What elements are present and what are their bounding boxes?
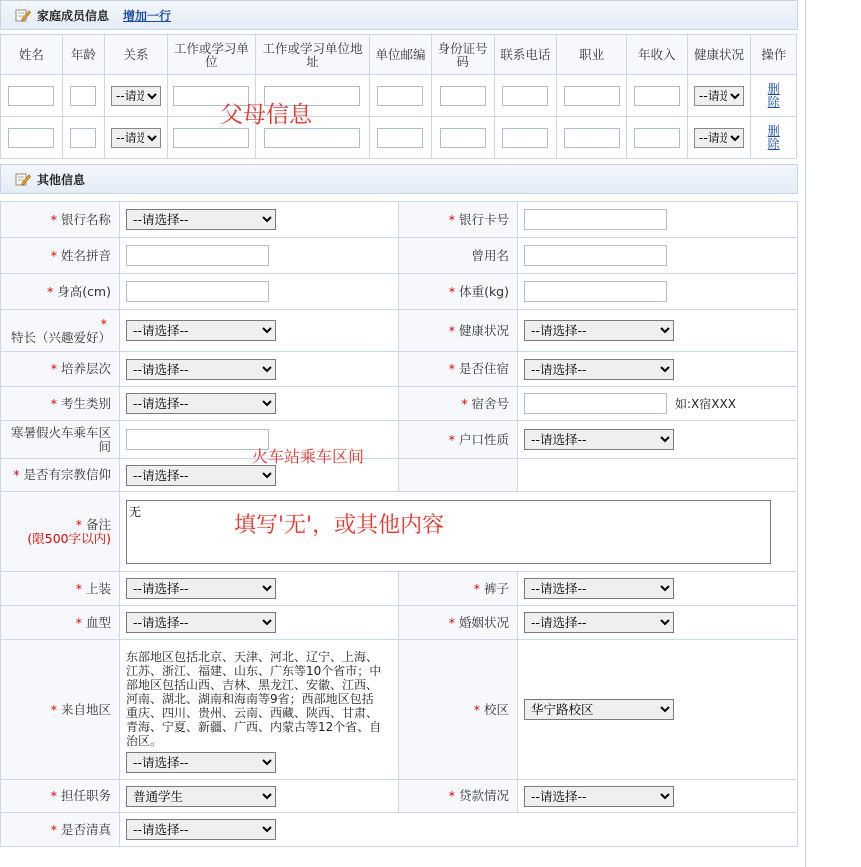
position-label: 担任职务 [60,788,111,803]
member-relation-select[interactable] [111,86,161,106]
specialty-select[interactable] [126,320,276,341]
student-type-select[interactable] [126,393,276,414]
boarding-label: 是否住宿 [458,361,509,376]
bank-card-input[interactable] [524,209,667,230]
table-row [1,117,797,159]
family-section-title: 家庭成员信息 [37,8,110,23]
col-header-relation: 关系 [105,35,168,75]
member-id-input[interactable] [440,86,486,106]
health-select[interactable] [524,320,674,341]
remarks-limit-label: (限500字以内) [27,530,111,546]
marital-select[interactable] [524,612,674,633]
origin-region-label: 来自地区 [60,701,111,717]
col-header-health: 健康状况 [687,35,751,75]
member-health-select[interactable] [694,128,744,148]
form-row: * 担任职务 普通学生 * 贷款情况 --请选择-- [1,780,798,813]
former-name-input[interactable] [524,245,667,266]
form-row: * 是否有宗教信仰 --请选择-- [1,459,798,492]
member-occupation-input[interactable] [564,128,620,148]
student-type-label: 考生类别 [60,395,111,411]
form-row: * 血型 --请选择-- * 婚姻状况 --请选择-- [1,606,798,640]
form-row: * 培养层次 --请选择-- * 是否住宿 --请选择-- [1,352,798,387]
origin-region-select[interactable] [126,752,276,773]
height-label: 身高(cm) [57,283,111,299]
position-select[interactable] [126,786,276,807]
member-postcode-input[interactable] [377,86,423,106]
form-row: * 考生类别 --请选择-- * 宿舍号 如:X宿XXX [1,387,798,421]
train-section-input[interactable] [126,429,269,450]
col-header-work-address: 工作或学习单位地址 [255,35,369,75]
member-occupation-input[interactable] [564,86,620,106]
weight-label: 体重(kg) [459,283,509,299]
halal-label: 是否清真 [60,821,111,837]
edit-note-icon [15,8,31,22]
campus-label: 校区 [483,701,509,717]
training-level-select[interactable] [126,359,276,380]
dorm-no-input[interactable] [524,393,667,414]
delete-row-link[interactable]: 删除 [767,81,780,109]
member-phone-input[interactable] [502,128,548,148]
col-header-actions: 操作 [751,35,797,75]
bank-name-label: 银行名称 [60,211,111,227]
member-postcode-input[interactable] [377,128,423,148]
training-level-label: 培养层次 [60,361,111,376]
col-header-occupation: 职业 [557,35,627,75]
member-age-input[interactable] [70,86,96,106]
remarks-label: 备注 [85,516,111,532]
train-section-label: 寒暑假火车乘车区间 [10,424,111,454]
religion-select[interactable] [126,465,276,486]
bank-name-select[interactable] [126,209,276,230]
form-row: * 银行名称 --请选择-- * 银行卡号 [1,202,798,238]
col-header-phone: 联系电话 [494,35,557,75]
form-row: * 身高(cm) * 体重(kg) [1,274,798,310]
family-section-header [0,0,798,30]
col-header-name: 姓名 [1,35,63,75]
member-name-input[interactable] [8,86,54,106]
col-header-work-unit: 工作或学习单位 [167,35,255,75]
dorm-no-label: 宿舍号 [471,395,509,411]
window-edge-divider [805,0,806,867]
form-row: * 备注 (限500字以内) 无 [1,492,798,572]
campus-select[interactable] [524,699,674,720]
marital-label: 婚姻状况 [458,614,509,630]
member-relation-select[interactable] [111,128,161,148]
religion-label: 是否有宗教信仰 [23,467,111,482]
parents-info-annotation: 父母信息 [220,102,312,128]
blood-type-select[interactable] [126,612,276,633]
table-row [1,75,797,117]
member-age-input[interactable] [70,128,96,148]
blood-type-label: 血型 [85,614,111,630]
halal-select[interactable] [126,819,276,840]
col-header-income: 年收入 [627,35,688,75]
origin-region-description: 东部地区包括北京、天津、河北、辽宁、上海、江苏、浙江、福建、山东、广东等10个省市；中部地区包括山西、吉林、黑龙江、安徽、江西、河南、湖北、湖南和海南等9省；西部地区包括重庆、四川、贵州、云南、西藏、陕西、甘肃、青海、宁夏、新疆、广西、内蒙古等12个省、自治区。 [126,650,382,748]
form-row: * 是否清真 --请选择-- [1,813,798,847]
delete-row-link[interactable]: 删除 [767,123,780,151]
member-phone-input[interactable] [502,86,548,106]
height-input[interactable] [126,281,269,302]
name-pinyin-input[interactable] [126,245,269,266]
form-row: * 姓名拼音 曾用名 [1,238,798,274]
family-table-header-row [1,35,797,75]
member-income-input[interactable] [634,86,680,106]
hukou-type-select[interactable] [524,429,674,450]
loan-select[interactable] [524,786,674,807]
remarks-textarea[interactable] [126,500,771,564]
pants-size-select[interactable] [524,578,674,599]
top-size-label: 上装 [85,580,111,596]
member-name-input[interactable] [8,128,54,148]
loan-label: 贷款情况 [458,788,509,803]
name-pinyin-label: 姓名拼音 [60,247,111,263]
member-work-unit-input[interactable] [173,128,249,148]
health-label: 健康状况 [458,322,509,338]
train-station-annotation: 火车站乘车区间 [252,447,365,466]
form-row: * 来自地区 东部地区包括北京、天津、河北、辽宁、上海、江苏、浙江、福建、山东、广东等10个省市；中部地区包括山西、吉林、黑龙江、安徽、江西、河南、湖北、湖南和海南等9省；西部地区包括重庆、四川、贵州、云南、西藏、陕西、甘肃、青海、宁夏、新疆、广西、内蒙古等12个省、自治区。 --请选择-- * 校区 华宁路校区 [1,640,798,780]
add-row-link[interactable]: 增加一行 [123,8,172,23]
former-name-label: 曾用名 [471,247,509,263]
form-row: 寒暑假火车乘车区间 * 户口性质 --请选择-- [1,421,798,459]
member-work-address-input[interactable] [264,128,360,148]
dorm-no-hint: 如:X宿XXX [675,396,736,411]
pants-size-label: 裤子 [483,580,509,596]
form-row: * 上装 --请选择-- * 裤子 --请选择-- [1,572,798,606]
top-size-select[interactable] [126,578,276,599]
other-section-title: 其他信息 [37,172,86,187]
member-income-input[interactable] [634,128,680,148]
remarks-annotation: 填写'无'，或其他内容 [234,513,445,538]
form-row: *特长（兴趣爱好） --请选择-- * 健康状况 --请选择-- [1,310,798,352]
specialty-label: 特长（兴趣爱好） [10,329,111,345]
hukou-type-label: 户口性质 [458,431,509,447]
col-header-age: 年龄 [62,35,104,75]
weight-input[interactable] [524,281,667,302]
col-header-postcode: 单位邮编 [370,35,432,75]
boarding-select[interactable] [524,359,674,380]
family-members-table [0,34,797,159]
other-section-header [0,164,798,194]
bank-card-label: 银行卡号 [458,211,509,227]
col-header-id-number: 身份证号码 [431,35,494,75]
member-health-select[interactable] [694,86,744,106]
edit-note-icon [15,172,31,186]
member-id-input[interactable] [440,128,486,148]
